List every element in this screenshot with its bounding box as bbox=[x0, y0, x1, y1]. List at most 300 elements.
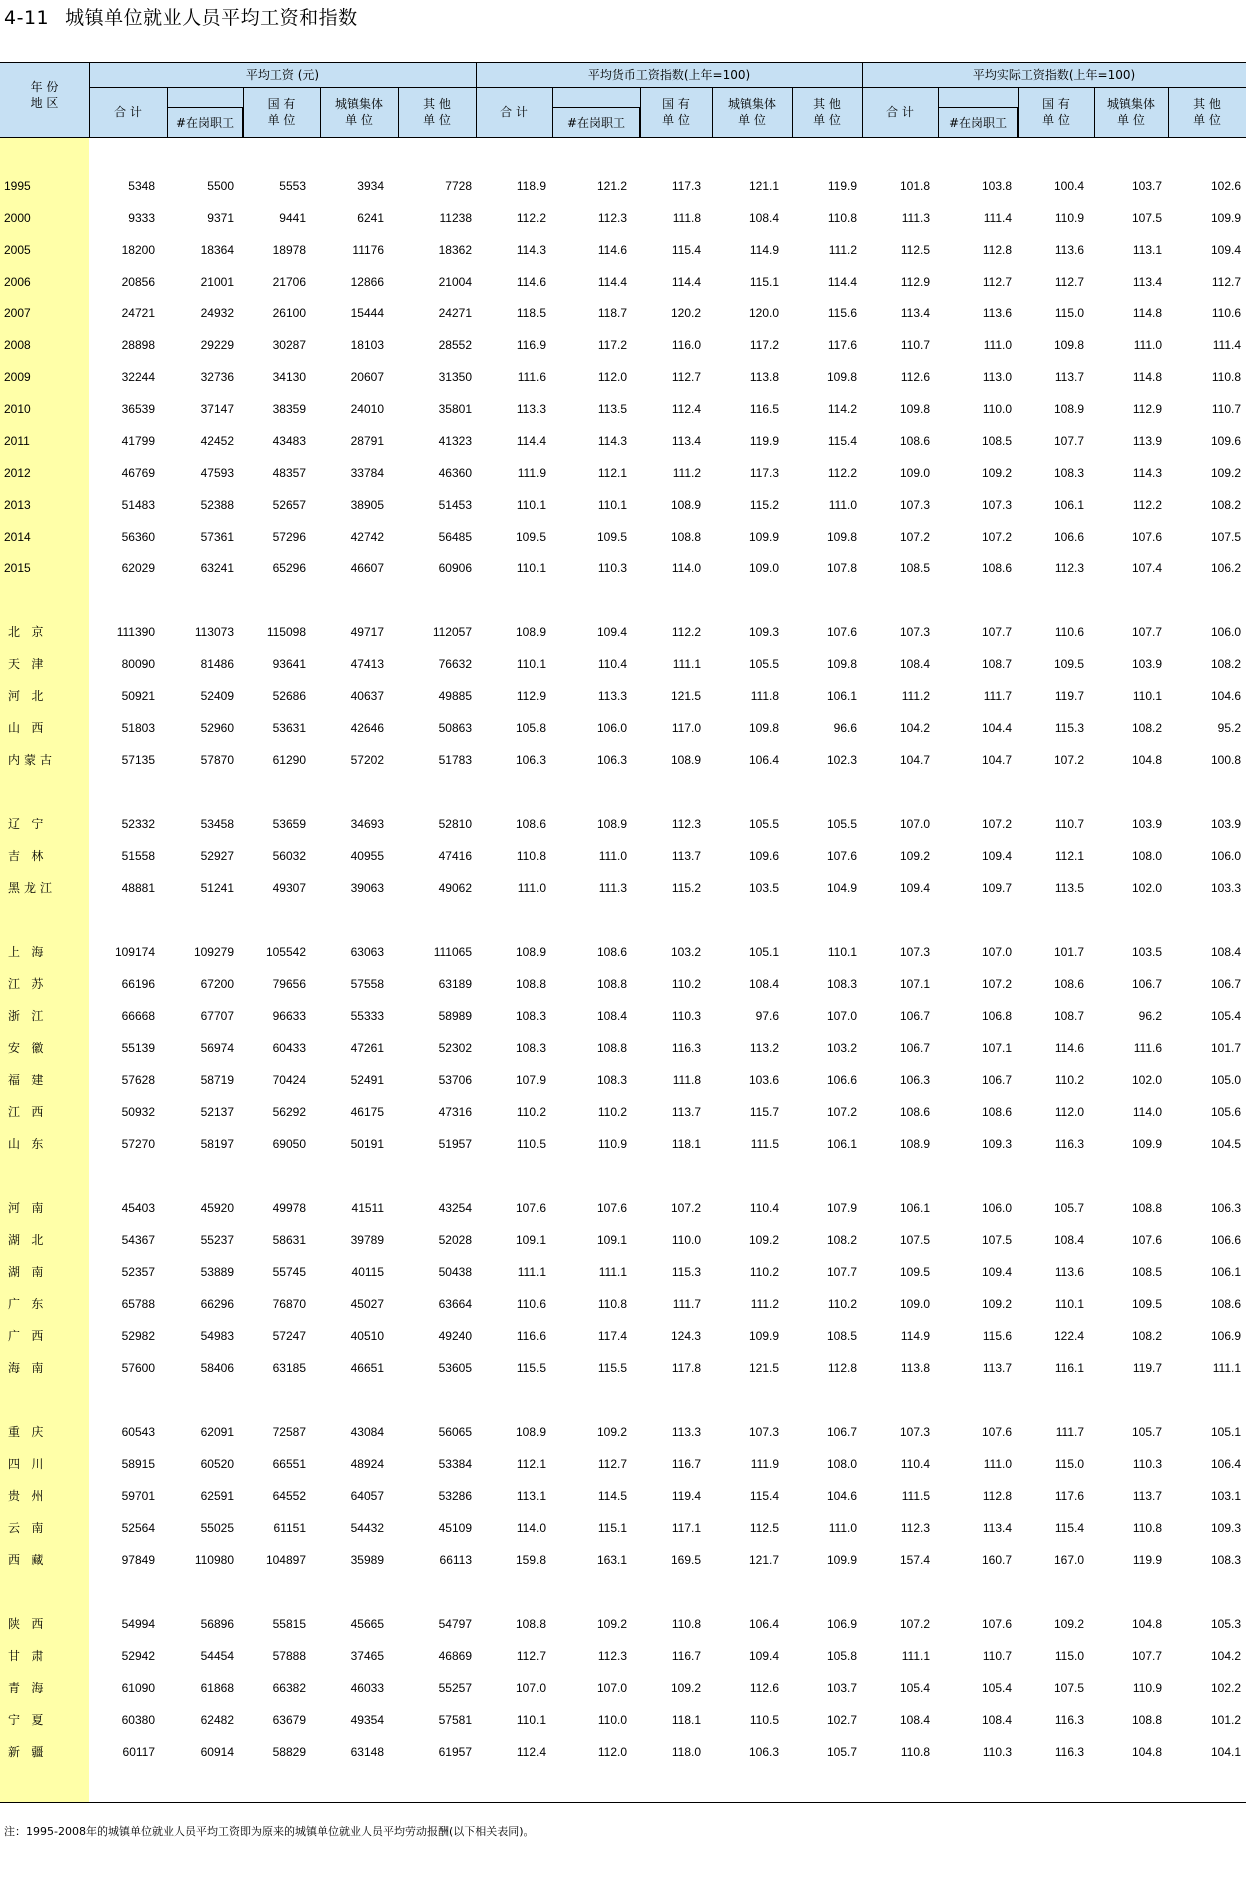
table-cell: 106.3 bbox=[596, 753, 627, 767]
table-cell: 113.7 bbox=[982, 1361, 1012, 1375]
table-number: 4-11 bbox=[4, 7, 50, 29]
table-cell: 57558 bbox=[350, 977, 384, 991]
table-cell: 109.2 bbox=[981, 466, 1012, 480]
table-cell: 116.7 bbox=[671, 1457, 701, 1471]
table-cell: 21001 bbox=[200, 275, 234, 289]
table-cell: 118.7 bbox=[597, 306, 627, 320]
table-cell: 29229 bbox=[200, 338, 234, 352]
table-row bbox=[0, 176, 1246, 196]
table-cell: 112.4 bbox=[671, 402, 701, 416]
table-cell: 57270 bbox=[121, 1137, 155, 1151]
table-cell: 109.2 bbox=[1053, 1617, 1084, 1631]
table-cell: 107.5 bbox=[1131, 211, 1162, 225]
table-row bbox=[0, 399, 1246, 419]
table-cell: 55333 bbox=[350, 1009, 384, 1023]
table-cell: 67707 bbox=[200, 1009, 234, 1023]
table-cell: 45665 bbox=[350, 1617, 384, 1631]
table-cell: 52686 bbox=[272, 689, 306, 703]
table-cell: 108.2 bbox=[1210, 657, 1241, 671]
table-cell: 115.5 bbox=[516, 1361, 546, 1375]
table-cell: 114.3 bbox=[597, 434, 627, 448]
table-cell: 41323 bbox=[438, 434, 472, 448]
table-cell: 160.7 bbox=[981, 1553, 1012, 1567]
table-cell: 9441 bbox=[279, 211, 306, 225]
table-cell: 9333 bbox=[128, 211, 155, 225]
row-region: 海 南 bbox=[8, 1361, 48, 1375]
row-label-header-region: 地 区 bbox=[30, 96, 59, 110]
table-cell: 37465 bbox=[350, 1649, 384, 1663]
table-cell: 107.1 bbox=[899, 977, 930, 991]
table-cell: 53384 bbox=[438, 1457, 472, 1471]
table-cell: 121.5 bbox=[748, 1361, 779, 1375]
table-cell: 116.3 bbox=[1054, 1713, 1084, 1727]
table-cell: 40115 bbox=[351, 1265, 384, 1279]
table-cell: 109.5 bbox=[515, 530, 546, 544]
table-cell: 111.1 bbox=[1212, 1361, 1241, 1375]
table-cell: 113.4 bbox=[671, 434, 701, 448]
table-cell: 33784 bbox=[350, 466, 384, 480]
table-cell: 109.8 bbox=[1053, 338, 1084, 352]
table-cell: 106.8 bbox=[981, 1009, 1012, 1023]
table-row bbox=[0, 463, 1246, 483]
table-cell: 112.5 bbox=[900, 243, 930, 257]
table-cell: 108.6 bbox=[515, 817, 546, 831]
table-cell: 65296 bbox=[272, 561, 306, 575]
table-cell: 109.4 bbox=[899, 881, 930, 895]
table-cell: 63664 bbox=[438, 1297, 472, 1311]
table-cell: 111.7 bbox=[983, 689, 1012, 703]
table-cell: 106.7 bbox=[1131, 977, 1162, 991]
table-cell: 110.6 bbox=[516, 1297, 546, 1311]
table-cell: 15444 bbox=[350, 306, 384, 320]
table-cell: 108.7 bbox=[1053, 1009, 1084, 1023]
table-cell: 59701 bbox=[121, 1489, 155, 1503]
table-cell: 111.2 bbox=[750, 1297, 779, 1311]
table-cell: 54797 bbox=[438, 1617, 472, 1631]
table-cell: 55139 bbox=[121, 1041, 155, 1055]
table-cell: 24271 bbox=[438, 306, 472, 320]
table-cell: 106.1 bbox=[1210, 1265, 1241, 1279]
table-cell: 114.3 bbox=[1132, 466, 1162, 480]
table-cell: 110.3 bbox=[982, 1745, 1012, 1759]
table-cell: 111.5 bbox=[901, 1489, 930, 1503]
table-cell: 55745 bbox=[272, 1265, 306, 1279]
table-cell: 108.4 bbox=[748, 211, 779, 225]
table-cell: 114.6 bbox=[516, 275, 546, 289]
table-cell: 52302 bbox=[438, 1041, 472, 1055]
table-cell: 113.2 bbox=[749, 1041, 779, 1055]
table-cell: 110.2 bbox=[597, 1105, 627, 1119]
table-cell: 50191 bbox=[350, 1137, 384, 1151]
table-cell: 107.3 bbox=[899, 498, 930, 512]
table-cell: 112.3 bbox=[597, 1649, 627, 1663]
table-cell: 110.6 bbox=[1211, 306, 1241, 320]
table-cell: 63063 bbox=[350, 945, 384, 959]
table-cell: 41799 bbox=[121, 434, 155, 448]
table-cell: 104.2 bbox=[1210, 1649, 1241, 1663]
table-cell: 112.9 bbox=[900, 275, 930, 289]
table-cell: 76870 bbox=[272, 1297, 306, 1311]
table-cell: 107.3 bbox=[899, 1425, 930, 1439]
table-cell: 107.6 bbox=[1131, 530, 1162, 544]
table-cell: 113.7 bbox=[671, 1105, 701, 1119]
table-cell: 110.7 bbox=[1054, 817, 1084, 831]
table-cell: 49062 bbox=[438, 881, 472, 895]
table-cell: 108.3 bbox=[1053, 466, 1084, 480]
table-cell: 113.3 bbox=[671, 1425, 701, 1439]
table-cell: 112.7 bbox=[516, 1649, 546, 1663]
table-cell: 46607 bbox=[350, 561, 384, 575]
table-cell: 110.2 bbox=[671, 977, 701, 991]
table-cell: 112.3 bbox=[671, 817, 701, 831]
table-cell: 104.1 bbox=[1210, 1745, 1241, 1759]
table-cell: 107.0 bbox=[515, 1681, 546, 1695]
table-cell: 106.7 bbox=[899, 1041, 930, 1055]
table-cell: 110.4 bbox=[597, 657, 627, 671]
table-cell: 50438 bbox=[438, 1265, 472, 1279]
table-cell: 104.8 bbox=[1131, 1617, 1162, 1631]
table-cell: 105.1 bbox=[1210, 1425, 1241, 1439]
row-region: 广 西 bbox=[8, 1329, 48, 1343]
table-cell: 110.6 bbox=[1054, 625, 1084, 639]
table-cell: 103.9 bbox=[1131, 817, 1162, 831]
table-row bbox=[0, 1358, 1246, 1378]
table-cell: 108.9 bbox=[515, 1425, 546, 1439]
table-cell: 111.3 bbox=[598, 881, 627, 895]
table-cell: 109.9 bbox=[748, 530, 779, 544]
row-year: 2005 bbox=[4, 243, 31, 257]
table-cell: 109279 bbox=[193, 945, 234, 959]
table-row bbox=[0, 1006, 1246, 1026]
table-cell: 113073 bbox=[194, 625, 234, 639]
table-row bbox=[0, 272, 1246, 292]
group-header: 平均货币工资指数(上年=100) bbox=[587, 68, 751, 82]
table-cell: 112.4 bbox=[516, 1745, 546, 1759]
table-cell: 97849 bbox=[121, 1553, 155, 1567]
table-cell: 62482 bbox=[200, 1713, 234, 1727]
table-cell: 119.9 bbox=[749, 434, 779, 448]
table-row bbox=[0, 1134, 1246, 1154]
table-cell: 101.8 bbox=[899, 179, 930, 193]
table-cell: 119.7 bbox=[1054, 689, 1084, 703]
table-cell: 110.3 bbox=[671, 1009, 701, 1023]
table-cell: 114.5 bbox=[597, 1489, 627, 1503]
table-cell: 42646 bbox=[350, 721, 384, 735]
table-cell: 113.4 bbox=[900, 306, 930, 320]
table-cell: 109.8 bbox=[899, 402, 930, 416]
table-cell: 109174 bbox=[114, 945, 155, 959]
table-row bbox=[0, 1550, 1246, 1570]
table-row bbox=[0, 431, 1246, 451]
column-header: #在岗职工 bbox=[948, 116, 1008, 130]
table-cell: 116.3 bbox=[1054, 1137, 1084, 1151]
table-cell: 163.1 bbox=[596, 1553, 627, 1567]
table-cell: 116.3 bbox=[671, 1041, 701, 1055]
table-cell: 40955 bbox=[350, 849, 384, 863]
table-cell: 63241 bbox=[200, 561, 234, 575]
table-cell: 112.9 bbox=[516, 689, 546, 703]
table-cell: 115.7 bbox=[749, 1105, 779, 1119]
table-cell: 108.8 bbox=[1131, 1713, 1162, 1727]
row-year: 2015 bbox=[4, 561, 31, 575]
table-cell: 56974 bbox=[200, 1041, 234, 1055]
row-region: 甘 肃 bbox=[8, 1649, 48, 1663]
table-cell: 103.3 bbox=[1210, 881, 1241, 895]
table-cell: 108.6 bbox=[899, 1105, 930, 1119]
table-cell: 64552 bbox=[272, 1489, 306, 1503]
table-cell: 113.6 bbox=[1054, 1265, 1084, 1279]
table-cell: 112.7 bbox=[671, 370, 701, 384]
table-cell: 112.0 bbox=[597, 370, 627, 384]
table-cell: 111.3 bbox=[901, 211, 930, 225]
table-cell: 106.1 bbox=[826, 689, 857, 703]
table-cell: 108.3 bbox=[826, 977, 857, 991]
table-cell: 51241 bbox=[200, 881, 234, 895]
table-cell: 111.9 bbox=[750, 1457, 779, 1471]
table-cell: 61290 bbox=[272, 753, 306, 767]
column-header: 城镇集体 bbox=[334, 97, 383, 111]
column-header: 合 计 bbox=[114, 105, 142, 119]
table-cell: 109.5 bbox=[596, 530, 627, 544]
table-cell: 107.0 bbox=[826, 1009, 857, 1023]
table-cell: 105.5 bbox=[748, 817, 779, 831]
table-cell: 109.3 bbox=[748, 625, 779, 639]
table-row bbox=[0, 1710, 1246, 1730]
table-cell: 109.8 bbox=[748, 721, 779, 735]
table-cell: 157.4 bbox=[899, 1553, 930, 1567]
table-cell: 108.3 bbox=[515, 1009, 546, 1023]
table-cell: 107.9 bbox=[515, 1073, 546, 1087]
table-cell: 53706 bbox=[438, 1073, 472, 1087]
table-cell: 58915 bbox=[121, 1457, 155, 1471]
table-row bbox=[0, 1326, 1246, 1346]
row-year: 2007 bbox=[4, 306, 31, 320]
table-cell: 47261 bbox=[350, 1041, 384, 1055]
row-region: 云 南 bbox=[8, 1521, 48, 1535]
table-cell: 95.2 bbox=[1217, 721, 1241, 735]
table-cell: 107.5 bbox=[1210, 530, 1241, 544]
footnote: 注：1995-2008年的城镇单位就业人员平均工资即为原来的城镇单位就业人员平均劳动报酬(以下相关表同)。 bbox=[4, 1825, 535, 1838]
table-cell: 54432 bbox=[350, 1521, 384, 1535]
table-cell: 110.1 bbox=[597, 498, 627, 512]
table-cell: 57135 bbox=[121, 753, 155, 767]
table-cell: 52388 bbox=[200, 498, 234, 512]
table-cell: 107.3 bbox=[899, 625, 930, 639]
table-cell: 111.2 bbox=[672, 466, 701, 480]
table-cell: 108.7 bbox=[981, 657, 1012, 671]
table-cell: 109.7 bbox=[981, 881, 1012, 895]
table-cell: 110.2 bbox=[827, 1297, 857, 1311]
table-cell: 109.5 bbox=[899, 1265, 930, 1279]
table-cell: 116.7 bbox=[671, 1649, 701, 1663]
table-cell: 106.9 bbox=[1210, 1329, 1241, 1343]
table-cell: 20856 bbox=[121, 275, 155, 289]
table-cell: 51483 bbox=[121, 498, 155, 512]
table-cell: 106.6 bbox=[1053, 530, 1084, 544]
table-cell: 108.8 bbox=[670, 530, 701, 544]
table-row bbox=[0, 527, 1246, 547]
column-header: 其 他 bbox=[813, 97, 841, 111]
table-cell: 66296 bbox=[200, 1297, 234, 1311]
table-cell: 69050 bbox=[272, 1137, 306, 1151]
table-cell: 113.5 bbox=[597, 402, 627, 416]
table-cell: 117.2 bbox=[749, 338, 779, 352]
table-cell: 103.1 bbox=[1210, 1489, 1241, 1503]
row-region: 四 川 bbox=[8, 1457, 48, 1471]
table-cell: 112.6 bbox=[900, 370, 930, 384]
table-cell: 112.7 bbox=[1054, 275, 1084, 289]
table-cell: 52982 bbox=[121, 1329, 155, 1343]
table-cell: 46651 bbox=[350, 1361, 384, 1375]
table-cell: 48881 bbox=[121, 881, 155, 895]
table-cell: 119.9 bbox=[1132, 1553, 1162, 1567]
table-cell: 111.8 bbox=[750, 689, 779, 703]
table-cell: 112.8 bbox=[982, 1489, 1012, 1503]
table-cell: 107.8 bbox=[826, 561, 857, 575]
table-cell: 72587 bbox=[272, 1425, 306, 1439]
table-cell: 114.4 bbox=[827, 275, 857, 289]
table-cell: 121.2 bbox=[596, 179, 627, 193]
table-cell: 51453 bbox=[438, 498, 472, 512]
table-cell: 11238 bbox=[439, 211, 472, 225]
table-cell: 6241 bbox=[357, 211, 384, 225]
table-cell: 104.7 bbox=[899, 753, 930, 767]
table-cell: 101.7 bbox=[1053, 945, 1084, 959]
table-cell: 46869 bbox=[438, 1649, 472, 1663]
table-cell: 31350 bbox=[438, 370, 472, 384]
table-cell: 108.9 bbox=[515, 625, 546, 639]
table-cell: 66668 bbox=[121, 1009, 155, 1023]
row-region: 新 疆 bbox=[8, 1745, 48, 1759]
table-cell: 108.4 bbox=[899, 1713, 930, 1727]
table-row bbox=[0, 1678, 1246, 1698]
table-cell: 114.8 bbox=[1132, 306, 1162, 320]
column-header: 城镇集体 bbox=[1106, 97, 1155, 111]
table-cell: 115.2 bbox=[671, 881, 701, 895]
table-cell: 116.5 bbox=[749, 402, 779, 416]
table-cell: 112.3 bbox=[597, 211, 627, 225]
table-cell: 108.5 bbox=[1131, 1265, 1162, 1279]
table-cell: 109.8 bbox=[826, 530, 857, 544]
table-cell: 116.6 bbox=[516, 1329, 546, 1343]
table-cell: 108.0 bbox=[826, 1457, 857, 1471]
table-cell: 106.1 bbox=[826, 1137, 857, 1151]
column-header: 国 有 bbox=[662, 97, 690, 111]
table-cell: 114.0 bbox=[516, 1521, 546, 1535]
table-cell: 52357 bbox=[121, 1265, 155, 1279]
table-cell: 106.1 bbox=[1053, 498, 1084, 512]
table-cell: 102.0 bbox=[1131, 1073, 1162, 1087]
table-cell: 52657 bbox=[272, 498, 306, 512]
table-cell: 110.1 bbox=[516, 657, 546, 671]
table-cell: 46360 bbox=[438, 466, 472, 480]
table-cell: 103.5 bbox=[748, 881, 779, 895]
table-cell: 119.4 bbox=[671, 1489, 701, 1503]
row-region: 上 海 bbox=[8, 945, 48, 959]
table-cell: 106.0 bbox=[596, 721, 627, 735]
table-cell: 107.1 bbox=[981, 1041, 1012, 1055]
table-cell: 34130 bbox=[272, 370, 306, 384]
table-cell: 104.9 bbox=[826, 881, 857, 895]
table-cell: 113.3 bbox=[597, 689, 627, 703]
table-cell: 93641 bbox=[272, 657, 306, 671]
table-cell: 114.0 bbox=[671, 561, 701, 575]
table-cell: 113.8 bbox=[749, 370, 779, 384]
table-cell: 37147 bbox=[200, 402, 234, 416]
table-row bbox=[0, 1070, 1246, 1090]
table-cell: 106.3 bbox=[1210, 1201, 1241, 1215]
table-cell: 108.5 bbox=[826, 1329, 857, 1343]
table-cell: 53605 bbox=[438, 1361, 472, 1375]
table-cell: 115.0 bbox=[1054, 306, 1084, 320]
table-cell: 110.1 bbox=[516, 561, 546, 575]
table-cell: 58829 bbox=[272, 1745, 306, 1759]
table-cell: 47593 bbox=[200, 466, 234, 480]
table-cell: 39063 bbox=[350, 881, 384, 895]
table-cell: 43084 bbox=[350, 1425, 384, 1439]
table-cell: 110.7 bbox=[900, 338, 930, 352]
column-header: 单 位 bbox=[1193, 113, 1221, 127]
table-cell: 108.8 bbox=[515, 977, 546, 991]
column-header: 合 计 bbox=[500, 105, 528, 119]
table-cell: 105.0 bbox=[1210, 1073, 1241, 1087]
table-cell: 41511 bbox=[351, 1201, 384, 1215]
row-year: 2012 bbox=[4, 466, 31, 480]
table-cell: 115.6 bbox=[982, 1329, 1012, 1343]
table-cell: 108.2 bbox=[1131, 721, 1162, 735]
table-cell: 112.2 bbox=[516, 211, 546, 225]
table-cell: 52942 bbox=[121, 1649, 155, 1663]
table-cell: 110.7 bbox=[1211, 402, 1241, 416]
table-cell: 159.8 bbox=[515, 1553, 546, 1567]
table-cell: 107.0 bbox=[899, 817, 930, 831]
table-cell: 111.6 bbox=[1133, 1041, 1162, 1055]
table-cell: 112.8 bbox=[982, 243, 1012, 257]
table-cell: 66196 bbox=[121, 977, 155, 991]
row-year: 2010 bbox=[4, 402, 31, 416]
table-cell: 66382 bbox=[272, 1681, 306, 1695]
table-row bbox=[0, 240, 1246, 260]
column-header: 单 位 bbox=[423, 113, 451, 127]
table-cell: 111.9 bbox=[517, 466, 546, 480]
table-cell: 104.6 bbox=[1210, 689, 1241, 703]
table-cell: 112.2 bbox=[1132, 498, 1162, 512]
row-region: 山 东 bbox=[8, 1137, 48, 1151]
table-cell: 48357 bbox=[272, 466, 306, 480]
table-cell: 113.6 bbox=[982, 306, 1012, 320]
table-cell: 109.2 bbox=[596, 1425, 627, 1439]
table-title: 城镇单位就业人员平均工资和指数 bbox=[65, 7, 358, 29]
table-cell: 60433 bbox=[272, 1041, 306, 1055]
row-region: 福 建 bbox=[8, 1073, 48, 1087]
table-cell: 45109 bbox=[438, 1521, 472, 1535]
table-cell: 109.3 bbox=[1210, 1521, 1241, 1535]
table-cell: 110.2 bbox=[516, 1105, 546, 1119]
table-cell: 110.2 bbox=[1054, 1073, 1084, 1087]
table-cell: 21706 bbox=[272, 275, 306, 289]
table-cell: 114.2 bbox=[827, 402, 857, 416]
table-cell: 111.1 bbox=[598, 1265, 627, 1279]
table-cell: 56485 bbox=[438, 530, 472, 544]
table-cell: 113.4 bbox=[1132, 275, 1162, 289]
table-cell: 96.6 bbox=[833, 721, 857, 735]
table-cell: 66113 bbox=[439, 1553, 472, 1567]
table-row bbox=[0, 1614, 1246, 1634]
table-cell: 107.2 bbox=[981, 977, 1012, 991]
table-row bbox=[0, 208, 1246, 228]
table-cell: 111.7 bbox=[1055, 1425, 1084, 1439]
table-cell: 114.4 bbox=[597, 275, 627, 289]
